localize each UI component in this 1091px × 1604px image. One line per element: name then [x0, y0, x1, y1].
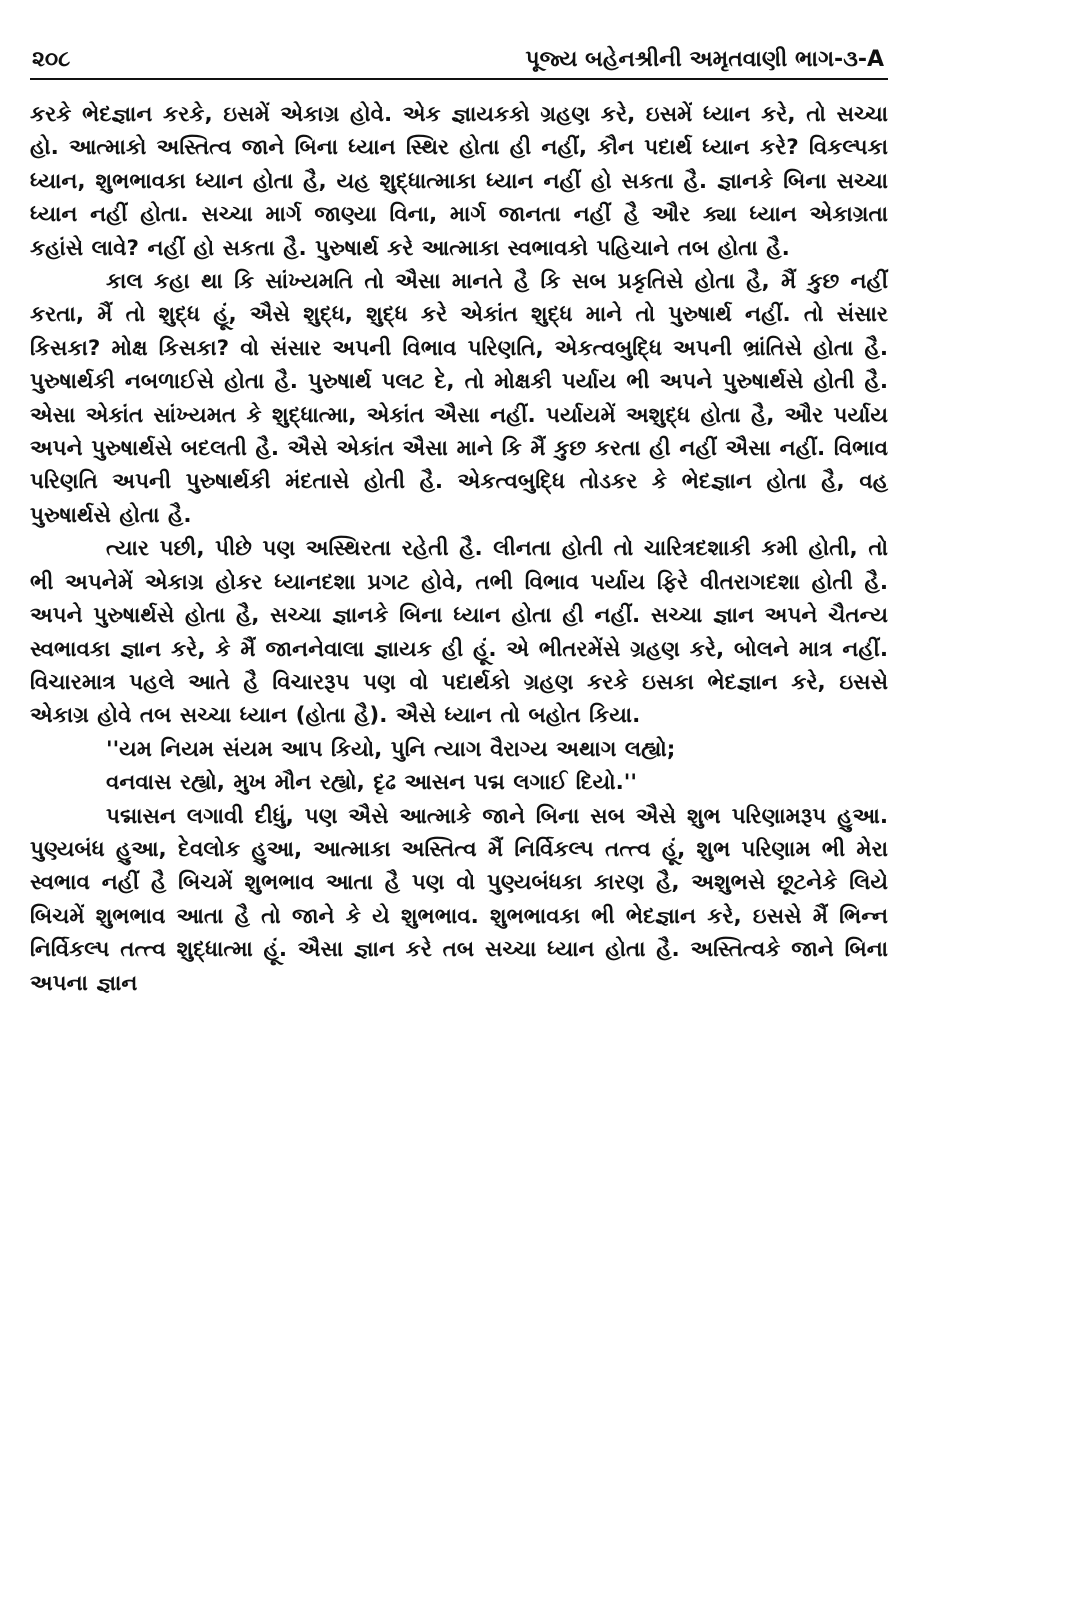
paragraph-continued: કરકે ભેદજ્ઞાન કરકે, ઇસમેં એકાગ્ર હોવે. એક જ્ઞાયકકો ગ્રહણ કરે, ઇસમેં ધ્યાન કરે, તો સચ્ચા હો. આત્માકો અસ્તિત્વ જાને બિના ધ્યાન સ્થિર હોતા હી નહીં, કૌન પદાર્થ ધ્યાન કરે? વિકલ્પકા ધ્યાન, શુભભાવકા ધ્યાન હોતા હૈ, યહ શુદ્ધાત્માકા ધ્યાન નહીં હો સકતા હૈ. જ્ઞાનકે બિના સચ્ચા ધ્યાન નહીં હોતા. સચ્ચા માર્ગ જાણ્યા વિના, માર્ગ જાનતા નહીં હૈ ઔર ક્યા ધ્યાન એકાગ્રતા કહાંસે લાવે? નહીં હો સકતા હૈ. પુરુષાર્થ કરે આત્માકા સ્વભાવકો પહિચાને તબ હોતા હૈ.	[30, 102, 888, 261]
verse-line: વનવાસ રહ્યો, મુખ મૌન રહ્યો, દૃઢ આસન પદ્મ લગાઈ દિયો.''	[106, 770, 637, 796]
book-title: પૂજ્ય બહેનશ્રીની અમૃતવાણી ભાગ-૩-A	[525, 47, 884, 72]
paragraph: પદ્માસન લગાવી દીધું, પણ ઐસે આત્માકે જાને બિના સબ ઐસે શુભ પરિણામરૂપ હુઆ. પુણ્યબંધ હુઆ, દેવલોક હુઆ, આત્માકા અસ્તિત્વ મૈં નિર્વિકલ્પ તત્ત્વ હૂં, શુભ પરિણામ ભી મેરા સ્વભાવ નહીં હૈ બિચમેં શુભભાવ આતા હૈ પણ વો પુણ્યબંધકા કારણ હૈ, અશુભસે છૂટનેકે લિયે બિચમેં શુભભાવ આતા હૈ તો જાને કે યે શુભભાવ. શુભભાવકા ભી ભેદજ્ઞાન કરે, ઇસસે મૈં ભિન્ન નિર્વિકલ્પ તત્ત્વ શુદ્ધાત્મા હૂં. ઐસા જ્ઞાન કરે તબ સચ્ચા ધ્યાન હોતા હૈ. અસ્તિત્વકે જાને બિના અપના જ્ઞાન	[30, 803, 888, 996]
running-header	[30, 36, 888, 74]
paragraph: કાલ કહા થા કિ સાંખ્યમતિ તો ઐસા માનતે હૈ કિ સબ પ્રકૃતિસે હોતા હૈ, મૈં કુછ નહીં કરતા, મૈં તો શુદ્ધ હૂં, ઐસે શુદ્ધ, શુદ્ધ કરે એકાંત શુદ્ધ માને તો પુરુષાર્થ નહીં. તો સંસાર કિસકા? મોક્ષ કિસકા? વો સંસાર અપની વિભાવ પરિણતિ, એકત્વબુદ્ધિ અપની ભ્રાંતિસે હોતા હૈ. પુરુષાર્થકી નબળાઈસે હોતા હૈ. પુરુષાર્થ પલટ દે, તો મોક્ષકી પર્યાય ભી અપને પુરુષાર્થસે હોતી હૈ. એસા એકાંત સાંખ્યમત કે શુદ્ધાત્મા, એકાંત ઐસા નહીં. પર્યાયમેં અશુદ્ધ હોતા હૈ, ઔર પર્યાય અપને પુરુષાર્થસે બદલતી હૈ. ઐસે એકાંત ઐસા માને કિ મૈં કુછ કરતા હી નહીં ઐસા નહીં. વિભાવ પરિણતિ અપની પુરુષાર્થકી મંદતાસે હોતી હૈ. એકત્વબુદ્ધિ તોડકર કે ભેદજ્ઞાન હોતા હૈ, વહ પુરુષાર્થસે હોતા હૈ.	[30, 269, 888, 528]
page-number: ૨૦૮	[32, 47, 71, 72]
verse-line: ''યમ નિયમ સંયમ આપ કિયો, પુનિ ત્યાગ વૈરાગ્ય અથાગ લહ્યો;	[106, 736, 676, 762]
book-page	[30, 36, 888, 1000]
header-divider	[30, 78, 888, 80]
body-text	[30, 98, 888, 1000]
paragraph: ત્યાર પછી, પીછે પણ અસ્થિરતા રહેતી હૈ. લીનતા હોતી તો ચારિત્રદશાકી કમી હોતી, તો ભી અપનેમેં એકાગ્ર હોકર ધ્યાનદશા પ્રગટ હોવે, તભી વિભાવ પર્યાય ફિરે વીતરાગદશા હોતી હૈ. અપને પુરુષાર્થસે હોતા હૈ, સચ્ચા જ્ઞાનકે બિના ધ્યાન હોતા હી નહીં. સચ્ચા જ્ઞાન અપને ચૈતન્ય સ્વભાવકા જ્ઞાન કરે, કે મૈં જાનનેવાલા જ્ઞાયક હી હૂં. એ ભીતરમેંસે ગ્રહણ કરે, બોલને માત્ર નહીં. વિચારમાત્ર પહલે આતે હૈ વિચારરૂપ પણ વો પદાર્થકો ગ્રહણ કરકે ઇસકા ભેદજ્ઞાન કરે, ઇસસે એકાગ્ર હોવે તબ સચ્ચા ધ્યાન (હોતા હૈ). ઐસે ધ્યાન તો બહોત કિયા.	[30, 536, 888, 729]
